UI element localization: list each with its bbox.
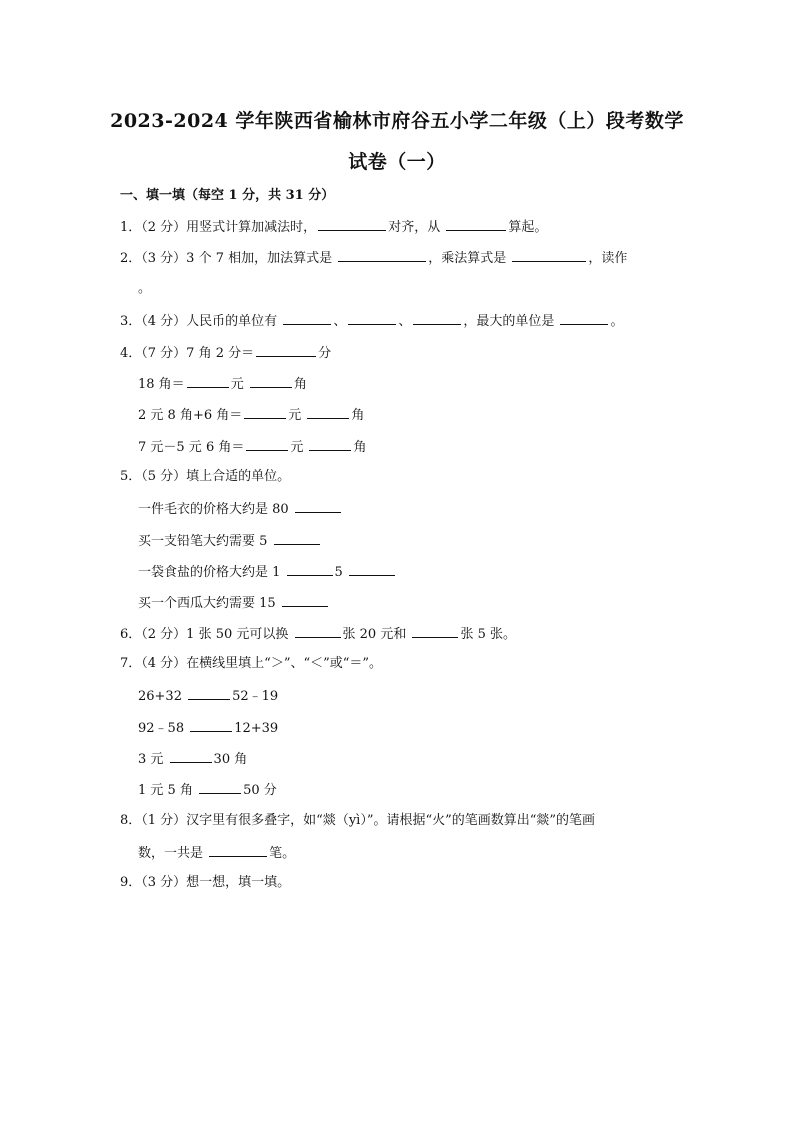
q3-blank-3[interactable]	[413, 311, 461, 325]
q5-row-1	[138, 499, 343, 519]
q3-sep-3: ，最大的单位是	[463, 314, 559, 329]
q5-r3-text-b: 5	[334, 565, 347, 580]
q4-row-3	[138, 437, 367, 457]
q8-blank[interactable]	[209, 843, 267, 857]
question-7	[120, 655, 382, 673]
q5-r3-blank-1[interactable]	[287, 562, 333, 576]
q2-blank-2[interactable]	[512, 248, 586, 262]
q7-r3-blank[interactable]	[170, 749, 212, 763]
q7-row-1	[138, 686, 278, 706]
q4-text-a: 4．（7 分）7 角 2 分＝	[120, 346, 255, 361]
q2-continuation	[138, 280, 151, 298]
q4-r3-blank-2[interactable]	[309, 437, 351, 451]
q6-blank-1[interactable]	[295, 624, 341, 638]
q1-text-c: 算起。	[508, 220, 548, 235]
q5-r2-text: 买一支铅笔大约需要 5	[138, 534, 272, 549]
q4-r2-text-c: 角	[351, 408, 365, 423]
q7-row-4	[138, 780, 277, 800]
q2-blank-1[interactable]	[338, 248, 426, 262]
q7-row-2	[138, 718, 278, 738]
q4-row-1	[138, 374, 307, 394]
q5-r4-blank[interactable]	[282, 593, 328, 607]
q7-r4-blank[interactable]	[199, 780, 241, 794]
q5-row-4	[138, 593, 330, 613]
q3-blank-4[interactable]	[560, 311, 608, 325]
q9-text-a: 9．（3 分）想一想，填一填。	[120, 875, 291, 890]
q8-text-a: 8．（1 分）汉字里有很多叠字，如“燚（yì）”。请根据“火”的笔画数算出“燚”的笔画	[120, 813, 596, 828]
q7-r3-text-b: 30 角	[213, 752, 248, 767]
q6-text-b: 张 20 元和	[342, 627, 411, 642]
question-4	[120, 343, 331, 363]
q3-sep-1: 、	[333, 314, 347, 329]
q5-r1-blank[interactable]	[295, 499, 341, 513]
q1-blank-2[interactable]	[446, 217, 506, 231]
q8-text-c: 笔。	[269, 846, 296, 861]
q4-r3-blank-1[interactable]	[246, 437, 288, 451]
exam-title-line2: 试卷（一）	[348, 151, 446, 173]
q4-text-a-end: 分	[318, 346, 332, 361]
question-5	[120, 468, 290, 486]
q3-blank-1[interactable]	[283, 311, 331, 325]
q5-r1-text: 一件毛衣的价格大约是 80	[138, 502, 293, 517]
q3-text-a: 3．（4 分）人民币的单位有	[120, 314, 282, 329]
q7-r2-text-a: 92﹣58	[138, 721, 189, 736]
q5-row-2	[138, 531, 322, 551]
q7-r3-text-a: 3 元	[138, 752, 168, 767]
q7-r2-blank[interactable]	[190, 718, 232, 732]
section-heading: 一、填一填（每空 1 分，共 31 分）	[120, 188, 335, 203]
q7-r4-text-b: 50 分	[243, 783, 277, 798]
q5-r2-blank[interactable]	[274, 531, 320, 545]
q8-continuation	[138, 843, 295, 863]
q4-r1-text-b: 元	[230, 377, 248, 392]
q5-r3-blank-2[interactable]	[349, 562, 395, 576]
question-9	[120, 874, 290, 892]
q8-text-b: 数，一共是	[138, 846, 208, 861]
q6-text-a: 6．（2 分）1 张 50 元可以换	[120, 627, 293, 642]
q4-r2-blank-2[interactable]	[307, 405, 349, 419]
q4-blank-1[interactable]	[256, 343, 316, 357]
q3-end: 。	[610, 314, 624, 329]
q3-sep-2: 、	[398, 314, 412, 329]
q3-blank-2[interactable]	[348, 311, 396, 325]
q4-row-2	[138, 405, 364, 425]
q4-r2-blank-1[interactable]	[244, 405, 286, 419]
q4-r2-text-b: 元	[288, 408, 306, 423]
q4-r3-text-b: 元	[290, 440, 308, 455]
q4-r2-text-a: 2 元 8 角+6 角＝	[138, 408, 243, 423]
q4-r1-text-c: 角	[293, 377, 307, 392]
q5-row-3	[138, 562, 397, 582]
q5-r4-text: 买一个西瓜大约需要 15	[138, 596, 280, 611]
q2-text-b: ，乘法算式是	[428, 251, 511, 266]
q6-blank-2[interactable]	[412, 624, 458, 638]
question-3	[120, 311, 624, 331]
q1-text-a: 1．（2 分）用竖式计算加减法时，	[120, 220, 317, 235]
q5-text-a: 5．（5 分）填上合适的单位。	[120, 469, 291, 484]
q5-r3-text-a: 一袋食盐的价格大约是 1	[138, 565, 285, 580]
question-2	[120, 248, 627, 268]
q4-r3-text-c: 角	[353, 440, 367, 455]
q4-r1-text-a: 18 角＝	[138, 377, 185, 392]
q4-r1-blank-2[interactable]	[250, 374, 292, 388]
q7-text-a: 7．（4 分）在横线里填上“＞”、“＜”或“＝”。	[120, 656, 383, 671]
q2-text-a: 2．（3 分）3 个 7 相加，加法算式是	[120, 251, 337, 266]
q4-r1-blank-1[interactable]	[187, 374, 229, 388]
q1-text-b: 对齐，从	[388, 220, 445, 235]
q2-text-c: ，读作	[588, 251, 628, 266]
q6-text-c: 张 5 张。	[460, 627, 517, 642]
q2-text-d: 。	[138, 281, 152, 296]
q7-r1-blank[interactable]	[188, 686, 230, 700]
q7-r4-text-a: 1 元 5 角	[138, 783, 198, 798]
q7-r1-text-b: 52﹣19	[232, 689, 279, 704]
q7-row-3	[138, 749, 247, 769]
question-8	[120, 812, 595, 830]
exam-title-line1: 2023-2024 学年陕西省榆林市府谷五小学二年级（上）段考数学	[110, 110, 684, 132]
q1-blank-1[interactable]	[318, 217, 386, 231]
question-1	[120, 217, 547, 237]
q7-r2-text-b: 12+39	[234, 721, 279, 736]
question-6	[120, 624, 516, 644]
q7-r1-text-a: 26+32	[138, 689, 187, 704]
q4-r3-text-a: 7 元－5 元 6 角＝	[138, 440, 245, 455]
